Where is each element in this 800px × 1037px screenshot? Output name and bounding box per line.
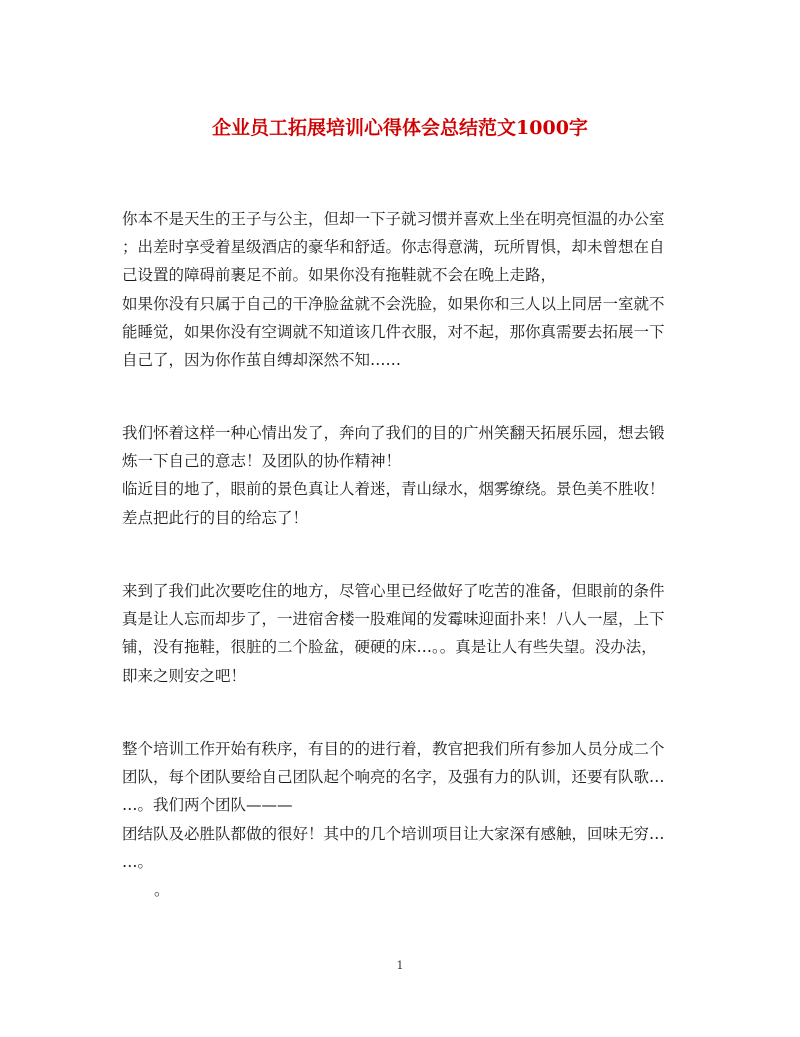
body-line: 真是让人忘而却步了，一进宿舍楼一股难闻的发霉味迎面扑来！八人一屋，上下 (122, 610, 665, 628)
body-line: 即来之则安之吧！ (122, 667, 247, 685)
body-line: 铺，没有拖鞋，很脏的二个脸盆，硬硬的床…。。真是让人有些失望。没办法， (122, 638, 657, 656)
body-line: 如果你没有只属于自己的干净脸盆就不会洗脸，如果你和三人以上同居一室就不 (122, 295, 665, 313)
body-line: 整个培训工作开始有秩序，有目的的进行着，教官把我们所有参加人员分成二个 (122, 740, 665, 758)
body-line: 炼一下自己的意志！及团队的协作精神！ (122, 452, 402, 470)
body-line: 自己了，因为你作茧自缚却深然不知…… (122, 351, 402, 369)
body-line: 来到了我们此次要吃住的地方，尽管心里已经做好了吃苦的准备，但眼前的条件 (122, 582, 665, 600)
page-number: 1 (396, 959, 404, 972)
body-line: 我们怀着这样一种心情出发了，奔向了我们的目的广州笑翻天拓展乐园，想去锻 (122, 424, 665, 442)
body-line: 己设置的障碍前裹足不前。如果你没有拖鞋就不会在晚上走路， (122, 266, 557, 284)
document-title: 企业员工拓展培训心得体会总结范文1000字 (212, 117, 588, 139)
body-line: 团结队及必胜队都做的很好！其中的几个培训项目让大家深有感触，回味无穷… (122, 825, 665, 843)
body-line: 能睡觉，如果你没有空调就不知道该几件衣服，对不起，那你真需要去拓展一下 (122, 323, 665, 341)
body-line: 团队，每个团队要给自己团队起个响亮的名字，及强有力的队训，还要有队歌… (122, 768, 665, 786)
body-line: …。我们两个团队——— (122, 796, 293, 814)
body-line: ；出差时享受着星级酒店的豪华和舒适。你志得意满，玩所胃惧，却未曾想在自 (122, 238, 665, 256)
body-line: 临近目的地了，眼前的景色真让人着迷，青山绿水，烟雾缭绕。景色美不胜收！ (122, 480, 665, 498)
body-line: 你本不是天生的王子与公主，但却一下子就习惯并喜欢上坐在明亮恒温的办公室 (122, 210, 665, 228)
body-line: 差点把此行的目的给忘了！ (122, 509, 309, 527)
body-line: …。 (122, 853, 154, 871)
body-line: 。 (154, 881, 170, 899)
